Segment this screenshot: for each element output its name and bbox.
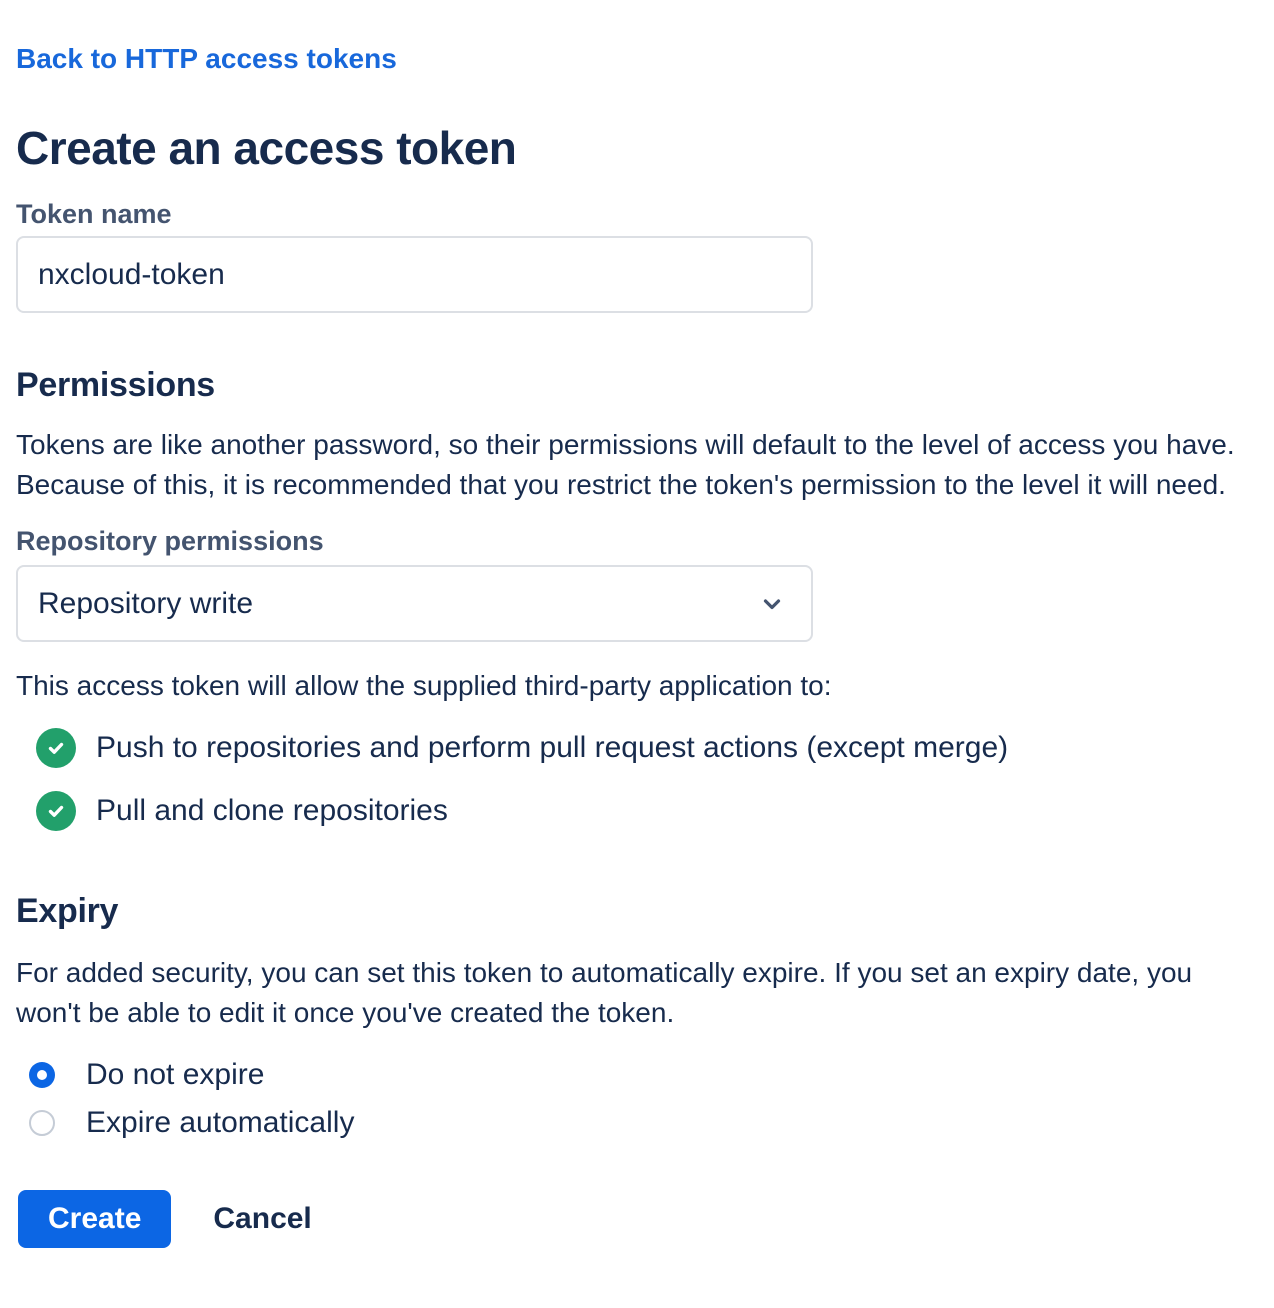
capability-text: Push to repositories and perform pull request actions (except merge) — [96, 731, 1009, 764]
radio-option-do-not-expire[interactable] — [16, 1055, 1258, 1095]
capability-item — [36, 728, 1258, 768]
radio-label: Expire automatically — [86, 1106, 355, 1139]
radio-unselected-icon[interactable] — [29, 1110, 55, 1136]
back-to-http-access-tokens-link[interactable]: Back to HTTP access tokens — [16, 43, 397, 74]
form-actions — [16, 1190, 1258, 1248]
repository-permissions-select[interactable] — [16, 565, 813, 642]
page-title: Create an access token — [16, 122, 517, 174]
repository-permissions-selected-value: Repository write — [38, 586, 254, 620]
chevron-down-icon — [759, 591, 785, 617]
radio-option-expire-automatically[interactable] — [16, 1103, 1258, 1143]
token-name-label: Token name — [16, 199, 172, 229]
check-circle-icon — [36, 728, 76, 768]
expiry-radio-group — [16, 1055, 1258, 1143]
radio-selected-icon[interactable] — [29, 1062, 55, 1088]
token-name-input[interactable] — [16, 236, 813, 313]
expiry-heading: Expiry — [16, 892, 119, 930]
repository-permissions-label: Repository permissions — [16, 526, 324, 556]
capability-item — [36, 791, 1258, 831]
permissions-description: Tokens are like another password, so their permissions will default to the level of access you have. Because of this, it is recommended that you restrict the token's permission to the level it will need. — [16, 429, 1235, 500]
create-button[interactable]: Create — [18, 1190, 171, 1248]
check-circle-icon — [36, 791, 76, 831]
capability-list — [16, 728, 1258, 831]
expiry-description: For added security, you can set this token to automatically expire. If you set an expiry date, you won't be able to edit it once you've created the token. — [16, 957, 1193, 1028]
permissions-heading: Permissions — [16, 366, 215, 404]
allow-intro-text: This access token will allow the supplied third-party application to: — [16, 670, 832, 701]
cancel-button[interactable]: Cancel — [213, 1202, 312, 1235]
radio-label: Do not expire — [86, 1058, 265, 1091]
capability-text: Pull and clone repositories — [96, 794, 448, 827]
